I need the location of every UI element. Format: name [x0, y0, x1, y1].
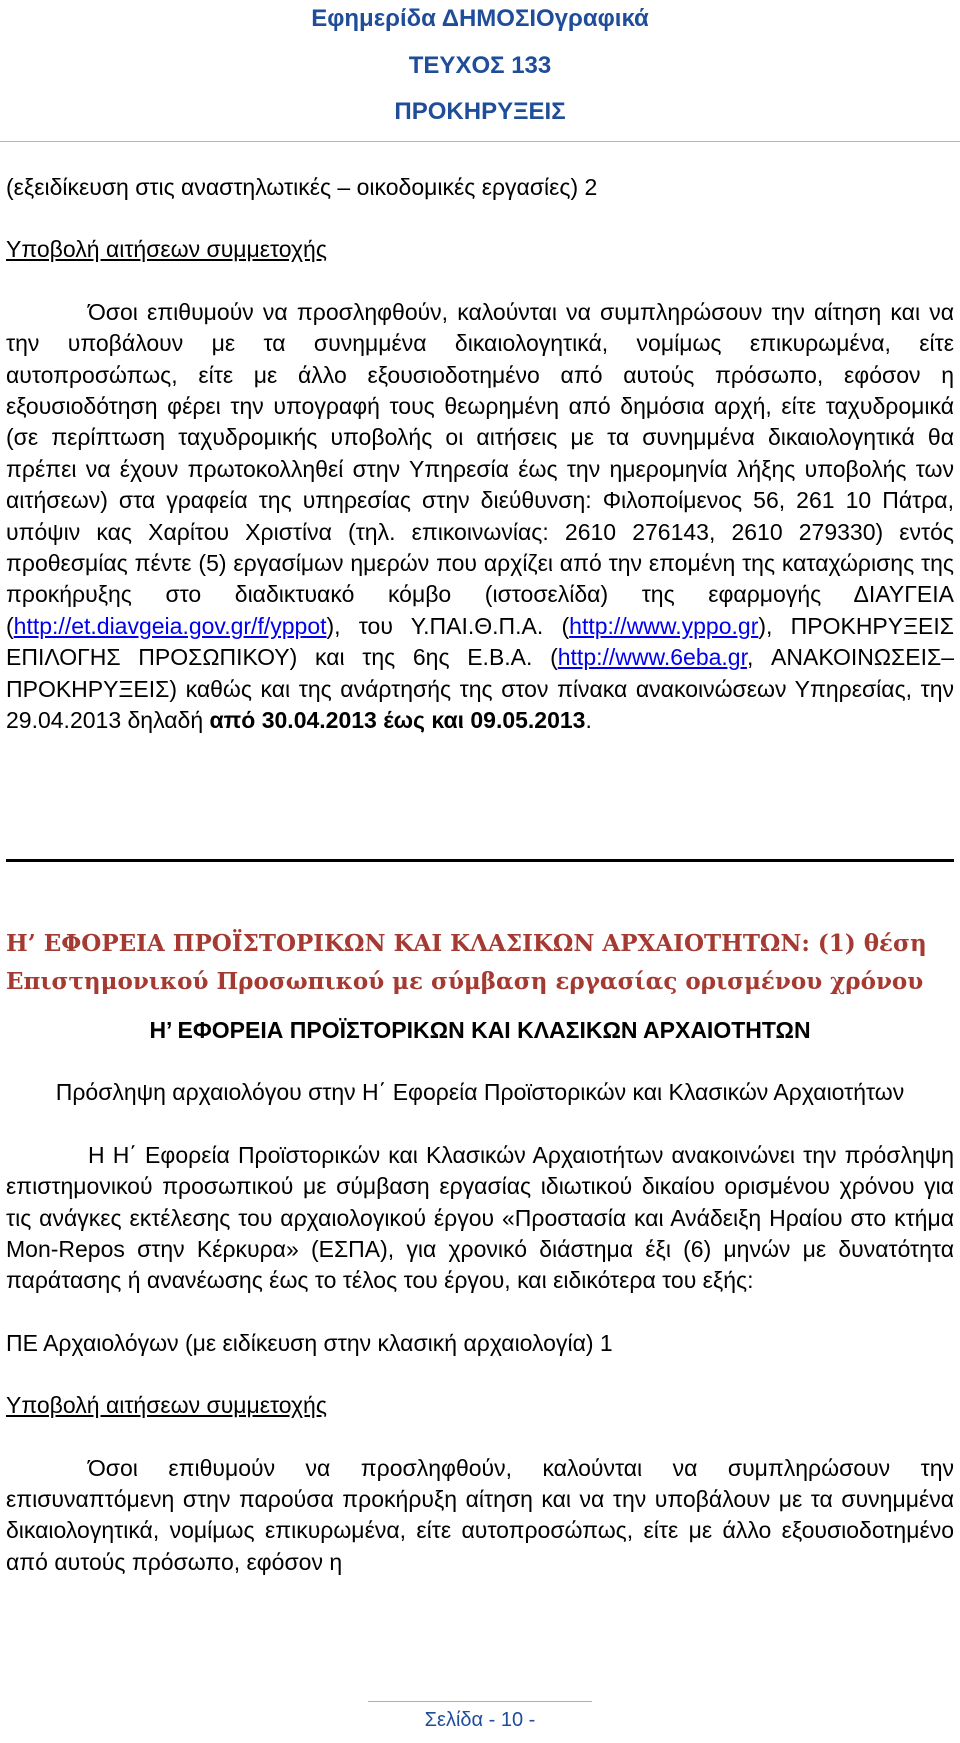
newspaper-title: Εφημερίδα ΔΗΜΟΣΙΟγραφικά	[311, 5, 649, 32]
announcement-part-2	[6, 1015, 954, 1578]
section-divider	[6, 859, 954, 862]
submission-paragraph	[6, 297, 954, 737]
yppo-link[interactable]: http://www.yppo.gr	[569, 612, 759, 639]
paragraph-text: ), του Υ.ΠΑΙ.Θ.Π.Α. (	[326, 612, 570, 639]
organization-heading: Η’ ΕΦΟΡΕΙΑ ΠΡΟΪΣΤΟΡΙΚΩΝ ΚΑΙ ΚΛΑΣΙΚΩΝ ΑΡΧΑΙΟΤΗΤΩΝ	[149, 1017, 811, 1043]
paragraph-text: , ΑΝΑΚΟΙΝΩΣΕΙΣ–ΠΡΟΚΗΡΥΞΕΙΣ) καθώς και της ανάρτησής της στον πίνακα ανακοινώσεων Υπηρεσίας, την 29.04.2013 δηλαδή	[6, 644, 955, 734]
submission-heading: Υποβολή αιτήσεων συμμετοχής	[6, 1392, 327, 1419]
issue-number: ΤΕΥΧΟΣ 133	[408, 52, 552, 79]
paragraph-text: Όσοι επιθυμούν να προσληφθούν, καλούνται να συμπληρώσουν την αίτηση και να την υποβάλουν με τα συνημμένα δικαιολογητικά, νομίμως επικυρωμένα, είτε αυτοπροσώπως, είτε με άλλο εξουσιοδοτημένο από αυτούς πρόσωπο, εφόσον η εξουσιοδότηση φέρει την υπογραφή τους θεωρημένη από δημόσια αρχή, είτε ταχυδρομικά (σε περίπτωση ταχυδρομικής υποβολής οι αιτήσεις με τα συνημμένα δικαιολογητικά θα πρέπει να έχουν πρωτοκολληθεί στην Υπηρεσία έως την ημερομηνία λήξης υποβολής των αιτήσεων) στα γραφεία της υπηρεσίας στην διεύθυνση: Φιλοποίμενος 56, 261 10 Πάτρα, υπόψιν κας Χαρίτου Χριστίνα (τηλ. επικοινωνίας: 2610 276143, 2610 279330) εντός προθεσμίας πέντε (5) εργασίμων ημερών που αρχίζει από την επομένη της καταχώρισης της προκήρυξης στο διαδικτυακό κόμβο (ιστοσελίδα) της εφαρμογής ΔΙΑΥΓΕΙΑ (	[6, 298, 954, 639]
deadline-dates: από 30.04.2013 έως και 09.05.2013	[209, 707, 586, 734]
paragraph-text: ), ΠΡΟΚΗΡΥΞΕΙΣ ΕΠΙΛΟΓΗΣ ΠΡΟΣΩΠΙΚΟΥ) και της 6ης Ε.Β.Α. (	[6, 612, 955, 671]
diavgeia-link[interactable]: http://et.diavgeia.gov.gr/f/yppot	[13, 612, 327, 639]
section-title: ΠΡΟΚΗΡΥΞΕΙΣ	[394, 98, 566, 125]
announcement-subtitle: Πρόσληψη αρχαιολόγου στην Η΄ Εφορεία Προϊστορικών και Κλασικών Αρχαιοτήτων	[55, 1079, 905, 1106]
footer-divider	[368, 1701, 592, 1702]
announcement-part-1	[6, 172, 954, 737]
submission-paragraph: Όσοι επιθυμούν να προσληφθούν, καλούνται να συμπληρώσουν την επισυναπτόμενη στην παρούσα προκήρυξη αίτηση και να την υποβάλουν με τα συνημμένα δικαιολογητικά, νομίμως επικυρωμένα, είτε αυτοπροσώπως, είτε με άλλο εξουσιοδοτημένο από αυτούς πρόσωπο, εφόσον η	[6, 1454, 954, 1575]
announcement-title-line1: Η’ ΕΦΟΡΕΙΑ ΠΡΟΪΣΤΟΡΙΚΩΝ ΚΑΙ ΚΛΑΣΙΚΩΝ ΑΡΧΑΙΟΤΗΤΩΝ: (1) θέση	[6, 930, 927, 957]
paragraph-end: .	[585, 707, 592, 734]
announcement-title	[6, 925, 954, 1001]
announcement-paragraph: Η Η΄ Εφορεία Προϊστορικών και Κλασικών Αρχαιοτήτων ανακοινώνει την πρόσληψη επιστημονικού προσωπικού με σύμβαση εργασίας ιδιωτικού δικαίου ορισμένου χρόνου για τις ανάγκες εκτέλεσης του αρχαιολογικού έργου «Προστασία και Ανάδειξη Ηραίου στο κτήμα Mon-Repos στην Κέρκυρα» (ΕΣΠΑ), για χρονικό διάστημα έξι (6) μηνών με δυνατότητα παράτασης ή ανανέωσης έως το τέλος του έργου, και ειδικότερα του εξής:	[6, 1141, 954, 1294]
specialty-line: (εξειδίκευση στις αναστηλωτικές – οικοδομικές εργασίες) 2	[6, 174, 598, 200]
submission-heading: Υποβολή αιτήσεων συμμετοχής	[6, 236, 327, 263]
page-header	[0, 0, 960, 142]
6eba-link[interactable]: http://www.6eba.gr	[557, 644, 747, 671]
specialty-line: ΠΕ Αρχαιολόγων (με ειδίκευση στην κλασική αρχαιολογία) 1	[6, 1329, 613, 1356]
page-number: Σελίδα - 10 -	[424, 1709, 536, 1731]
announcement-title-line2: Επιστημονικού Προσωπικού με σύμβαση εργασίας ορισμένου χρόνου	[6, 968, 924, 995]
